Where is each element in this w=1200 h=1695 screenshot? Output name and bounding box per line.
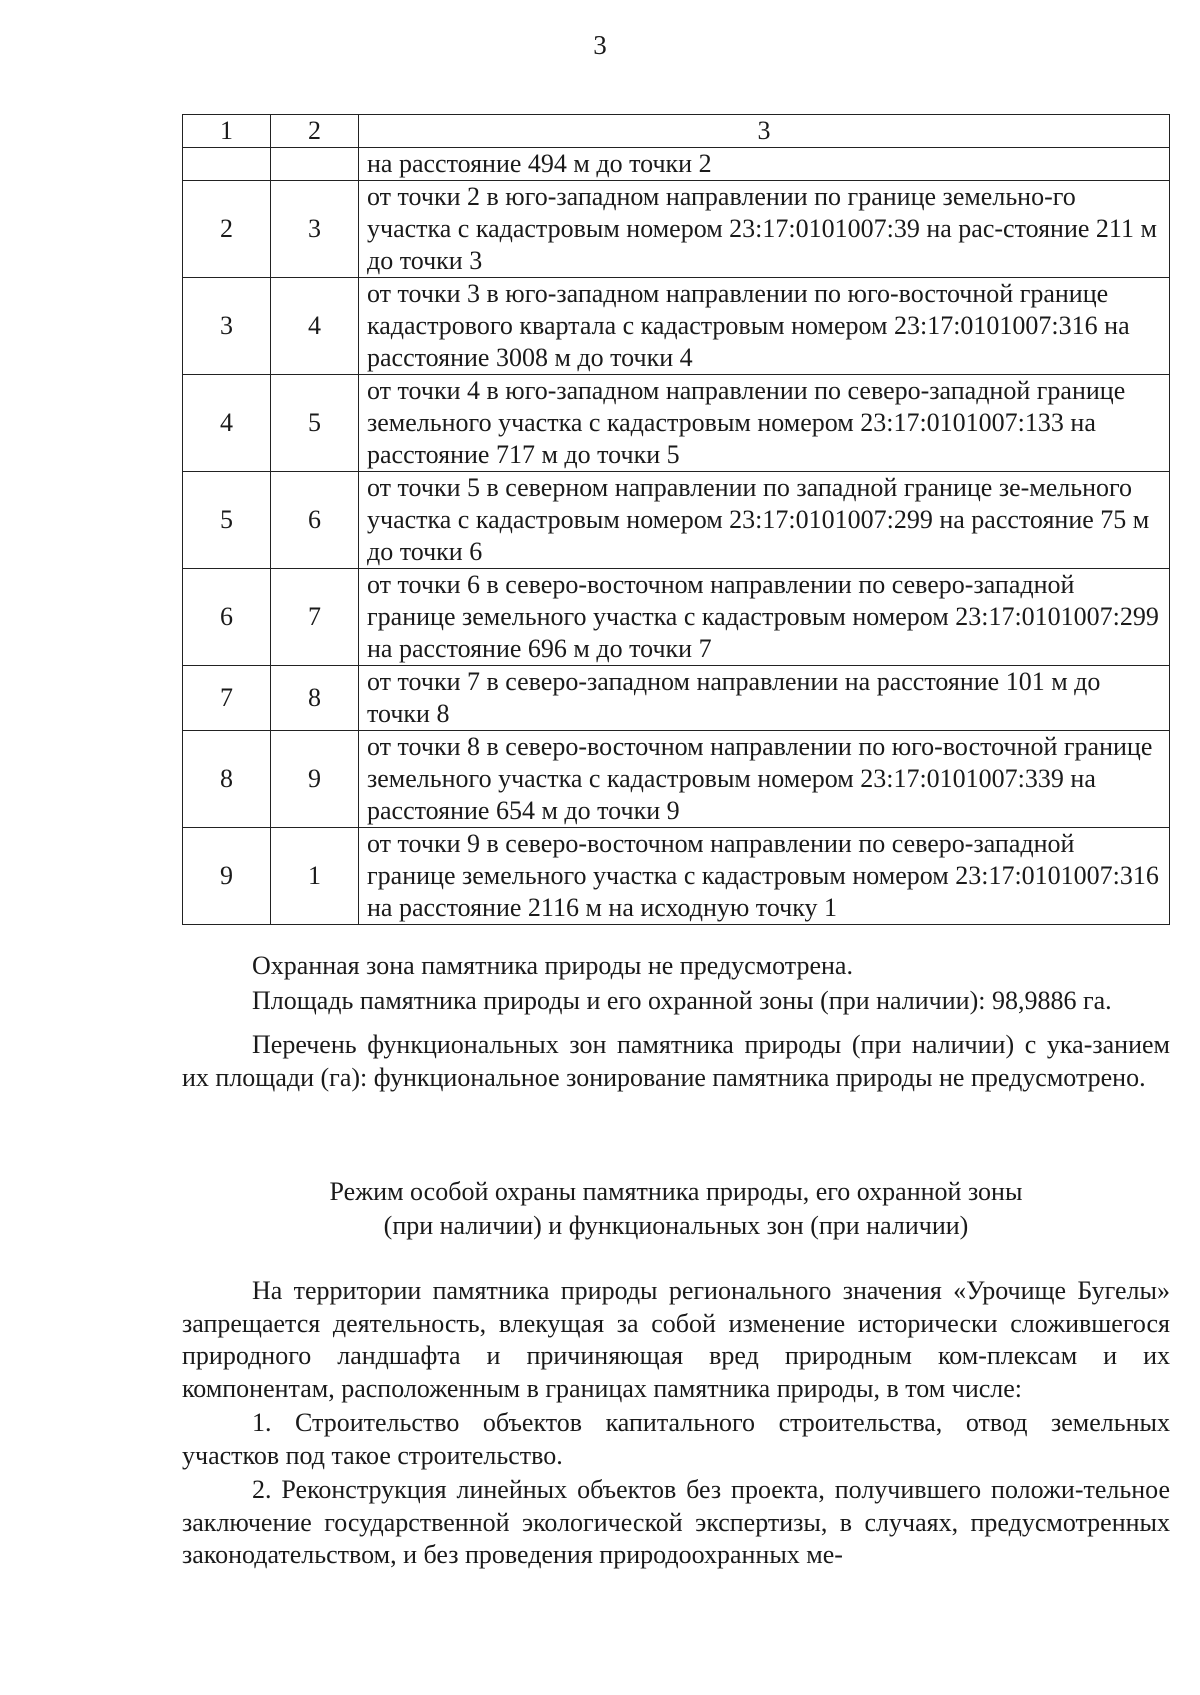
- cell-description: от точки 5 в северном направлении по западной границе зе-мельного участка с кадастровым номером 23:17:0101007:299 на расстояние 75 м до точки 6: [359, 472, 1170, 569]
- header-col-2: 2: [271, 115, 359, 148]
- functional-zones-paragraph: Перечень функциональных зон памятника природы (при наличии) с ука-занием их площади (га): функциональное зонирование памятника природы не предусмотрено.: [182, 1030, 1170, 1092]
- table-row: [183, 148, 1170, 181]
- cell-to: 5: [271, 375, 359, 472]
- regime-heading-line-1: Режим особой охраны памятника природы, его охранной зоны: [329, 1177, 1023, 1206]
- cell-from: 5: [183, 472, 271, 569]
- regime-heading-line-2: (при наличии) и функциональных зон (при наличии): [383, 1211, 969, 1240]
- protection-zone-section: [182, 950, 1170, 1094]
- cell-from: [183, 148, 271, 181]
- cell-to: 3: [271, 181, 359, 278]
- cell-description: от точки 9 в северо-восточном направлении по северо-западной границе земельного участка с кадастровым номером 23:17:0101007:316 на расстояние 2116 м на исходную точку 1: [359, 828, 1170, 925]
- regime-section: [182, 1275, 1170, 1572]
- cell-from: 4: [183, 375, 271, 472]
- area-paragraph: Площадь памятника природы и его охранной зоны (при наличии): 98,9886 га.: [252, 985, 1112, 1015]
- cell-from: 6: [183, 569, 271, 666]
- cell-to: 1: [271, 828, 359, 925]
- cell-from: 9: [183, 828, 271, 925]
- cell-description: от точки 8 в северо-восточном направлении по юго-восточной границе земельного участка с кадастровым номером 23:17:0101007:339 на расстояние 654 м до точки 9: [359, 731, 1170, 828]
- table-row: [183, 278, 1170, 375]
- table-row: [183, 472, 1170, 569]
- table-row: [183, 731, 1170, 828]
- cell-description: от точки 6 в северо-восточном направлении по северо-западной границе земельного участка с кадастровым номером 23:17:0101007:299 на расстояние 696 м до точки 7: [359, 569, 1170, 666]
- header-col-3: 3: [359, 115, 1170, 148]
- cell-description: на расстояние 494 м до точки 2: [359, 148, 1170, 181]
- cell-description: от точки 2 в юго-западном направлении по границе земельно-го участка с кадастровым номером 23:17:0101007:39 на рас-стояние 211 м до точки 3: [359, 181, 1170, 278]
- cell-description: от точки 3 в юго-западном направлении по юго-восточной границе кадастрового квартала с кадастровым номером 23:17:0101007:316 на расстояние 3008 м до точки 4: [359, 278, 1170, 375]
- cell-from: 2: [183, 181, 271, 278]
- table-row: [183, 666, 1170, 731]
- table-row: [183, 828, 1170, 925]
- cell-to: 6: [271, 472, 359, 569]
- cell-to: [271, 148, 359, 181]
- cell-description: от точки 7 в северо-западном направлении на расстояние 101 м до точки 8: [359, 666, 1170, 731]
- cell-from: 7: [183, 666, 271, 731]
- list-item: 1. Строительство объектов капитального строительства, отвод земельных участков под такое строительство.: [182, 1408, 1170, 1470]
- protection-zone-paragraph: Охранная зона памятника природы не предусмотрена.: [252, 951, 853, 980]
- cell-to: 7: [271, 569, 359, 666]
- page-number: 3: [593, 30, 607, 60]
- table-row: [183, 569, 1170, 666]
- cell-from: 8: [183, 731, 271, 828]
- regime-heading: [182, 1175, 1170, 1243]
- table-row: [183, 375, 1170, 472]
- cell-to: 4: [271, 278, 359, 375]
- cell-to: 9: [271, 731, 359, 828]
- prohibition-paragraph: На территории памятника природы регионального значения «Урочище Бугелы» запрещается деятельность, влекущая за собой изменение исторически сложившегося природного ландшафта и причиняющая вред природным ком-плексам и их компонентам, расположенным в границах памятника природы, в том числе:: [182, 1276, 1170, 1403]
- list-item: 2. Реконструкция линейных объектов без проекта, получившего положи-тельное заключение государственной экологической экспертизы, в случаях, предусмотренных законодательством, и без проведения природоохранных ме-: [182, 1475, 1170, 1569]
- cell-to: 8: [271, 666, 359, 731]
- boundary-table: [182, 114, 1170, 925]
- table-row: [183, 181, 1170, 278]
- cell-from: 3: [183, 278, 271, 375]
- table-header-row: [183, 115, 1170, 148]
- cell-description: от точки 4 в юго-западном направлении по северо-западной границе земельного участка с кадастровым номером 23:17:0101007:133 на расстояние 717 м до точки 5: [359, 375, 1170, 472]
- header-col-1: 1: [183, 115, 271, 148]
